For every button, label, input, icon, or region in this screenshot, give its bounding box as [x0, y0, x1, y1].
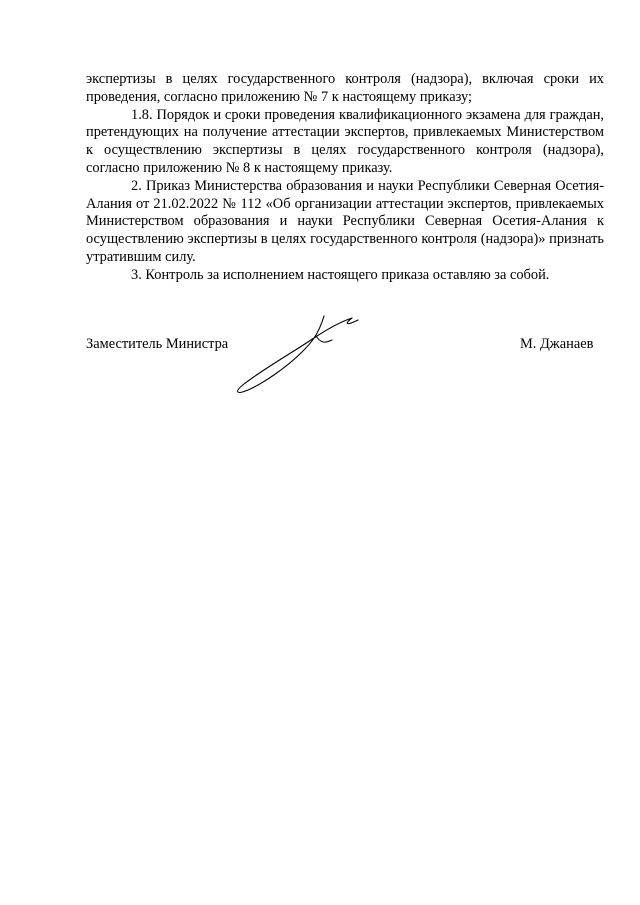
handwritten-signature — [228, 306, 368, 406]
paragraph-item-3: 3. Контроль за исполнением настоящего приказа оставляю за собой. — [131, 266, 550, 283]
document-body — [86, 71, 604, 285]
signatory-name: М. Джанаев — [520, 336, 594, 352]
paragraph-continuation: экспертизы в целях государственного контроля (надзора), включая сроки их проведения, согласно приложению № 7 к настоящему приказу; — [86, 71, 604, 105]
paragraph-item-1-8: 1.8. Порядок и сроки проведения квалификационного экзамена для граждан, претендующих на получение аттестации экспертов, привлекаемых Министерством к осуществлению экспертизы в целях государственного контроля (надзора), согласно приложению № 8 к настоящему приказу. — [86, 106, 604, 176]
signatory-title: Заместитель Министра — [86, 336, 229, 352]
paragraph-item-2: 2. Приказ Министерства образования и науки Республики Северная Осетия-Алания от 21.02.2022 № 112 «Об организации аттестации экспертов, привлекаемых Министерством образования и науки Республики Северная Осетия-Алания к осуществлению экспертизы в целях государственного контроля (надзора)» признать утратившим силу. — [86, 177, 604, 265]
